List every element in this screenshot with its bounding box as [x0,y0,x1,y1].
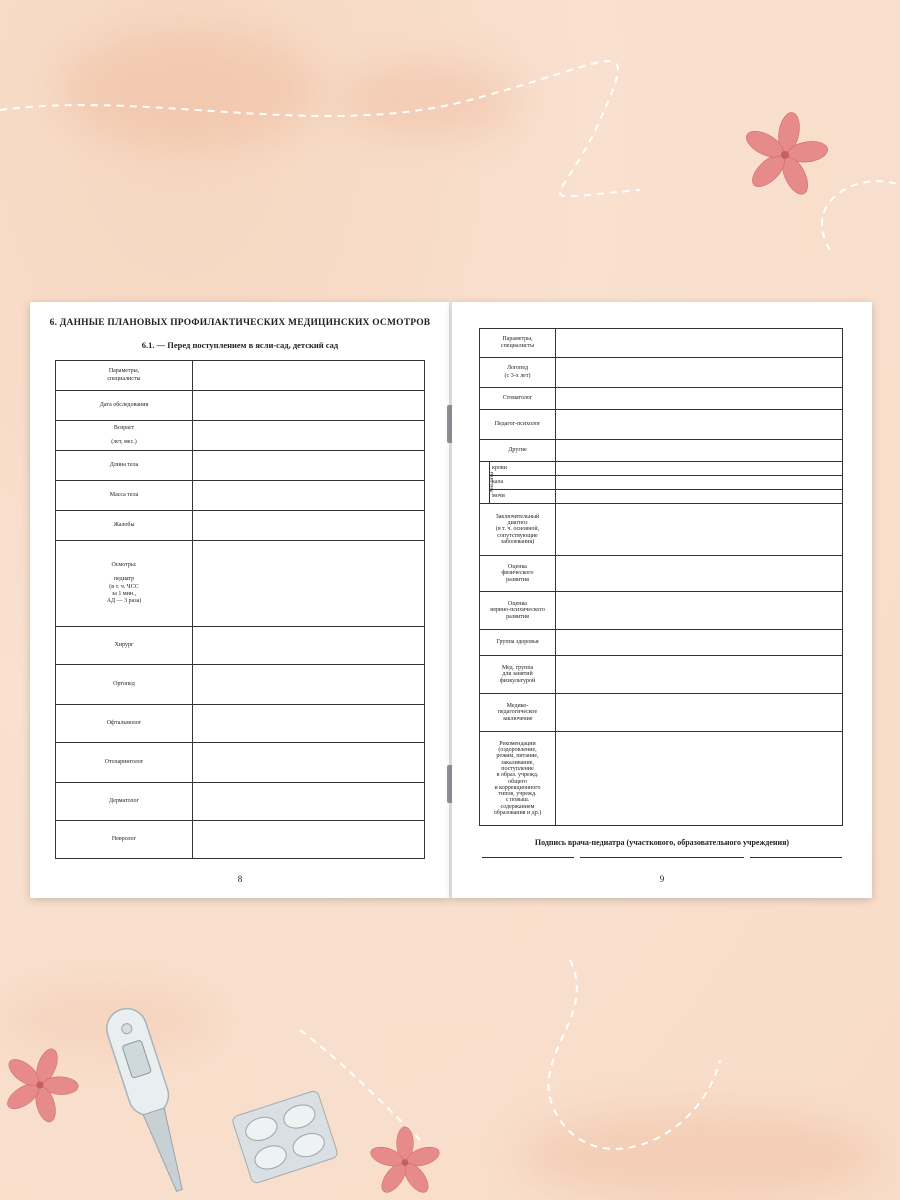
entry-cell[interactable] [556,490,843,504]
page-number: 8 [237,874,243,884]
table-row [56,627,425,665]
entry-cell[interactable] [193,481,425,511]
entry-cell[interactable] [193,391,425,421]
table-row [56,821,425,859]
row-label: Педагог-психолог [480,410,556,440]
table-row [480,630,843,656]
entry-cell[interactable] [193,821,425,859]
entry-cell[interactable] [556,656,843,694]
thermometer-icon [95,1000,205,1200]
entry-cell[interactable] [193,705,425,743]
page-number: 9 [659,874,665,884]
entry-cell[interactable] [556,329,843,358]
entry-cell[interactable] [556,556,843,592]
entry-cell[interactable] [556,504,843,556]
analysis-label: крови [490,462,556,476]
subsection-title: 6.1. — Перед поступлением в ясли-сад, детский сад [141,340,339,350]
row-label: Заключительный диагноз (в т. ч. основной, сопутствующие заболевания) [480,504,556,556]
analysis-row [480,462,843,476]
row-label: Офтальмолог [56,705,193,743]
table-row [480,732,843,826]
table-row [480,329,843,358]
table-row [480,694,843,732]
section-title: 6. ДАННЫЕ ПЛАНОВЫХ ПРОФИЛАКТИЧЕСКИХ МЕДИЦИНСКИХ ОСМОТРОВ [49,318,431,328]
table-row [56,541,425,627]
entry-cell[interactable] [556,592,843,630]
table-row [480,656,843,694]
row-label: Невролог [56,821,193,859]
table-row [56,391,425,421]
table-row [480,388,843,410]
table-row [480,556,843,592]
entry-cell[interactable] [193,665,425,705]
analysis-row [480,490,843,504]
row-label: Хирург [56,627,193,665]
entry-cell[interactable] [193,511,425,541]
entry-cell[interactable] [193,451,425,481]
row-label: Стоматолог [480,388,556,410]
table-row [56,451,425,481]
row-label: Оценка физического развития [480,556,556,592]
signature-line[interactable] [482,857,574,858]
row-label: Медико- педагогическое заключение [480,694,556,732]
signature-caption: Подпись врача-педиатра (участкового, образовательного учреждения) [534,838,790,847]
row-label: Рекомендации (оздоровление, режим, питание, закаливание, поступление в образ. учрежд. общего и коррекционного типов, учрежд. с повыш. содержанием образования и др.) [480,732,556,826]
exam-table-left [55,360,425,859]
row-label: Мед. группа для занятий физкультурой [480,656,556,694]
row-label: Параметры, специалисты [56,361,193,391]
entry-cell[interactable] [193,541,425,627]
entry-cell[interactable] [193,421,425,451]
entry-cell[interactable] [556,410,843,440]
row-label: Группа здоровья [480,630,556,656]
signature-line[interactable] [750,857,842,858]
row-label: Жалобы [56,511,193,541]
row-label: Дерматолог [56,783,193,821]
analysis-row [480,476,843,490]
entry-cell[interactable] [556,630,843,656]
row-label: Параметры, специалисты [480,329,556,358]
right-page [452,302,872,898]
row-label: Длина тела [56,451,193,481]
table-row [56,783,425,821]
entry-cell[interactable] [556,462,843,476]
table-row [56,665,425,705]
signature-line[interactable] [580,857,744,858]
entry-cell[interactable] [556,476,843,490]
row-label: Масса тела [56,481,193,511]
entry-cell[interactable] [193,361,425,391]
entry-cell[interactable] [193,627,425,665]
entry-cell[interactable] [193,783,425,821]
table-row [480,592,843,630]
table-row [480,410,843,440]
row-label: Возраст (лет, мес.) [56,421,193,451]
left-page [30,302,450,898]
entry-cell[interactable] [556,358,843,388]
table-row [56,743,425,783]
pill-blister-icon [230,1090,340,1185]
row-label: Отоларинголог [56,743,193,783]
analysis-label: кала [490,476,556,490]
row-label: Дата обследования [56,391,193,421]
flower-icon [0,1045,80,1125]
analyses-label: Анализы [489,471,496,493]
table-row [56,421,425,451]
entry-cell[interactable] [556,440,843,462]
row-label: Другие [480,440,556,462]
flower-icon [360,1125,450,1200]
row-label: Логопед (с 3-х лет) [480,358,556,388]
table-row [56,511,425,541]
table-row [56,361,425,391]
table-row [56,705,425,743]
entry-cell[interactable] [556,694,843,732]
table-row [480,440,843,462]
exam-table-right [479,328,843,826]
table-row [480,358,843,388]
entry-cell[interactable] [556,732,843,826]
analyses-group-label [480,462,496,504]
table-row [56,481,425,511]
flower-icon [740,110,830,200]
row-label: Осмотры: педиатр (в т. ч. ЧСС за 1 мин., АД — 3 раза) [56,541,193,627]
entry-cell[interactable] [556,388,843,410]
entry-cell[interactable] [193,743,425,783]
row-label: Ортопед [56,665,193,705]
table-row [480,504,843,556]
row-label: Оценка нервно-психического развития [480,592,556,630]
analysis-label: мочи [490,490,556,504]
